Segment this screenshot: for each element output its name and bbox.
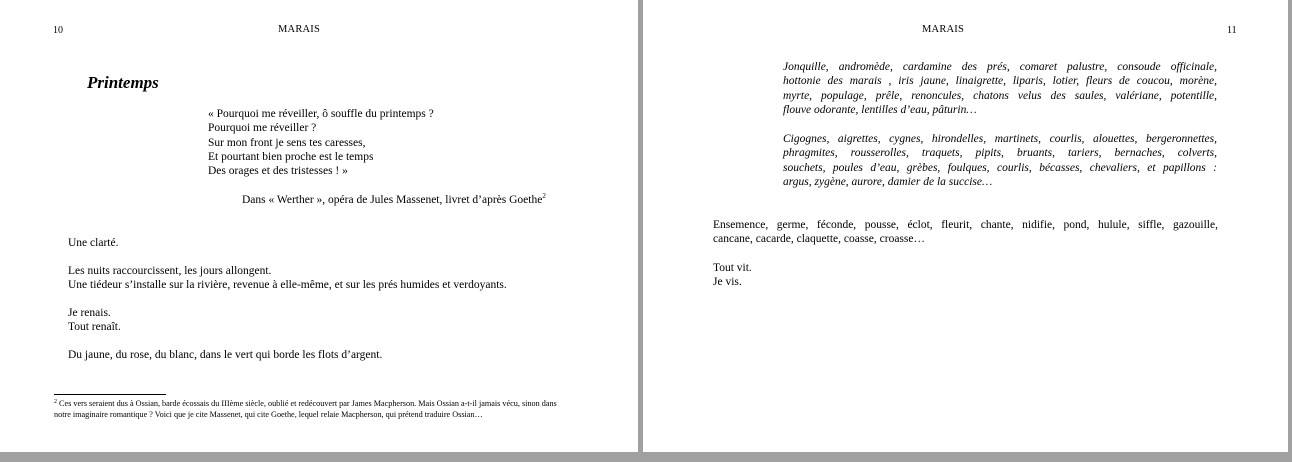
text-line: Une tiédeur s’installe sur la rivière, revenue à elle-même, et sur les prés humides et verdoyants.	[68, 279, 507, 292]
text-line: hottonie des marais , iris jaune, linaigrette, liparis, lotier, fleurs de coucou, morène,	[783, 75, 1217, 88]
epigraph-line: « Pourquoi me réveiller, ô souffle du printemps ?	[208, 108, 434, 120]
footnote-text: Ces vers seraient dus à Ossian, barde écossais du IIIème siècle, oublié et redécouvert par James Macpherson. Mais Ossian a-t-il jamais vécu, sinon dans notre imaginaire romantique ? Voici que je cite Massenet, qui cite Goethe, lequel relaie Macpherson, qui prétend traduire Ossian…	[54, 399, 557, 419]
text-line: phragmites, rousserolles, traquets, pipits, bruants, tariers, bernaches, colverts,	[783, 147, 1217, 160]
plants-list	[783, 60, 1217, 117]
text-line: myrte, populage, prêle, renoncules, chatons velus des saules, valériane, potentille,	[783, 89, 1217, 102]
text-line: Tout vit.	[713, 262, 752, 274]
footnote-separator	[54, 394, 166, 395]
text-line: Je renais.	[68, 306, 111, 319]
epigraph-source	[242, 192, 546, 206]
footnote-number: 2	[54, 399, 57, 405]
text-line: Du jaune, du rose, du blanc, dans le vert qui borde les flots d’argent.	[68, 348, 383, 361]
epigraph-source-text: Dans « Werther », opéra de Jules Massenet, livret d’après Goethe	[242, 194, 543, 206]
paragraph	[68, 264, 507, 293]
epigraph-line: Des orages et des tristesses ! »	[208, 165, 348, 178]
text-line: Jonquille, andromède, cardamine des prés, comaret palustre, consoude officinale,	[783, 61, 1217, 73]
text-line: souchets, poules d’eau, grèbes, foulques, courlis, bécasses, chevaliers, et papillons :	[783, 161, 1217, 174]
text-line: Tout renaît.	[68, 321, 121, 334]
epigraph-line: Pourquoi me réveiller ?	[208, 122, 317, 135]
text-line: Les nuits raccourcissent, les jours allongent.	[68, 264, 272, 277]
epigraph	[208, 107, 434, 178]
footnote	[54, 397, 564, 420]
paragraph	[68, 306, 507, 335]
text-line: cancane, cacarde, claquette, coasse, croasse…	[713, 233, 925, 246]
page-number: 10	[53, 25, 63, 36]
footnote-reference[interactable]: 2	[542, 192, 546, 200]
text-line: Je vis.	[713, 276, 742, 289]
animals-list	[783, 132, 1217, 189]
text-line: Cigognes, aigrettes, cygnes, hirondelles, martinets, courlis, alouettes, bergeronnettes,	[783, 133, 1217, 145]
text-line: Ensemence, germe, féconde, pousse, éclot, fleurit, chante, nidifie, pond, hulule, siffle, gazouille,	[713, 219, 1218, 231]
closing-paragraph	[713, 261, 1218, 290]
page-number: 11	[1227, 25, 1237, 36]
body-text	[68, 236, 507, 376]
running-title: MARAIS	[922, 24, 965, 35]
epigraph-line: Et pourtant bien proche est le temps	[208, 150, 374, 163]
running-title: MARAIS	[278, 24, 321, 35]
verbs-paragraph	[713, 218, 1218, 247]
text-line: Une clarté.	[68, 237, 119, 249]
paragraph	[68, 236, 507, 250]
text-line: flouve odorante, lentilles d’eau, pâturin…	[783, 103, 977, 116]
left-page	[0, 0, 638, 452]
paragraph	[68, 348, 507, 362]
epigraph-line: Sur mon front je sens tes caresses,	[208, 136, 366, 149]
text-line: argus, zygène, aurore, damier de la succise…	[783, 175, 993, 188]
chapter-title: Printemps	[87, 73, 159, 92]
